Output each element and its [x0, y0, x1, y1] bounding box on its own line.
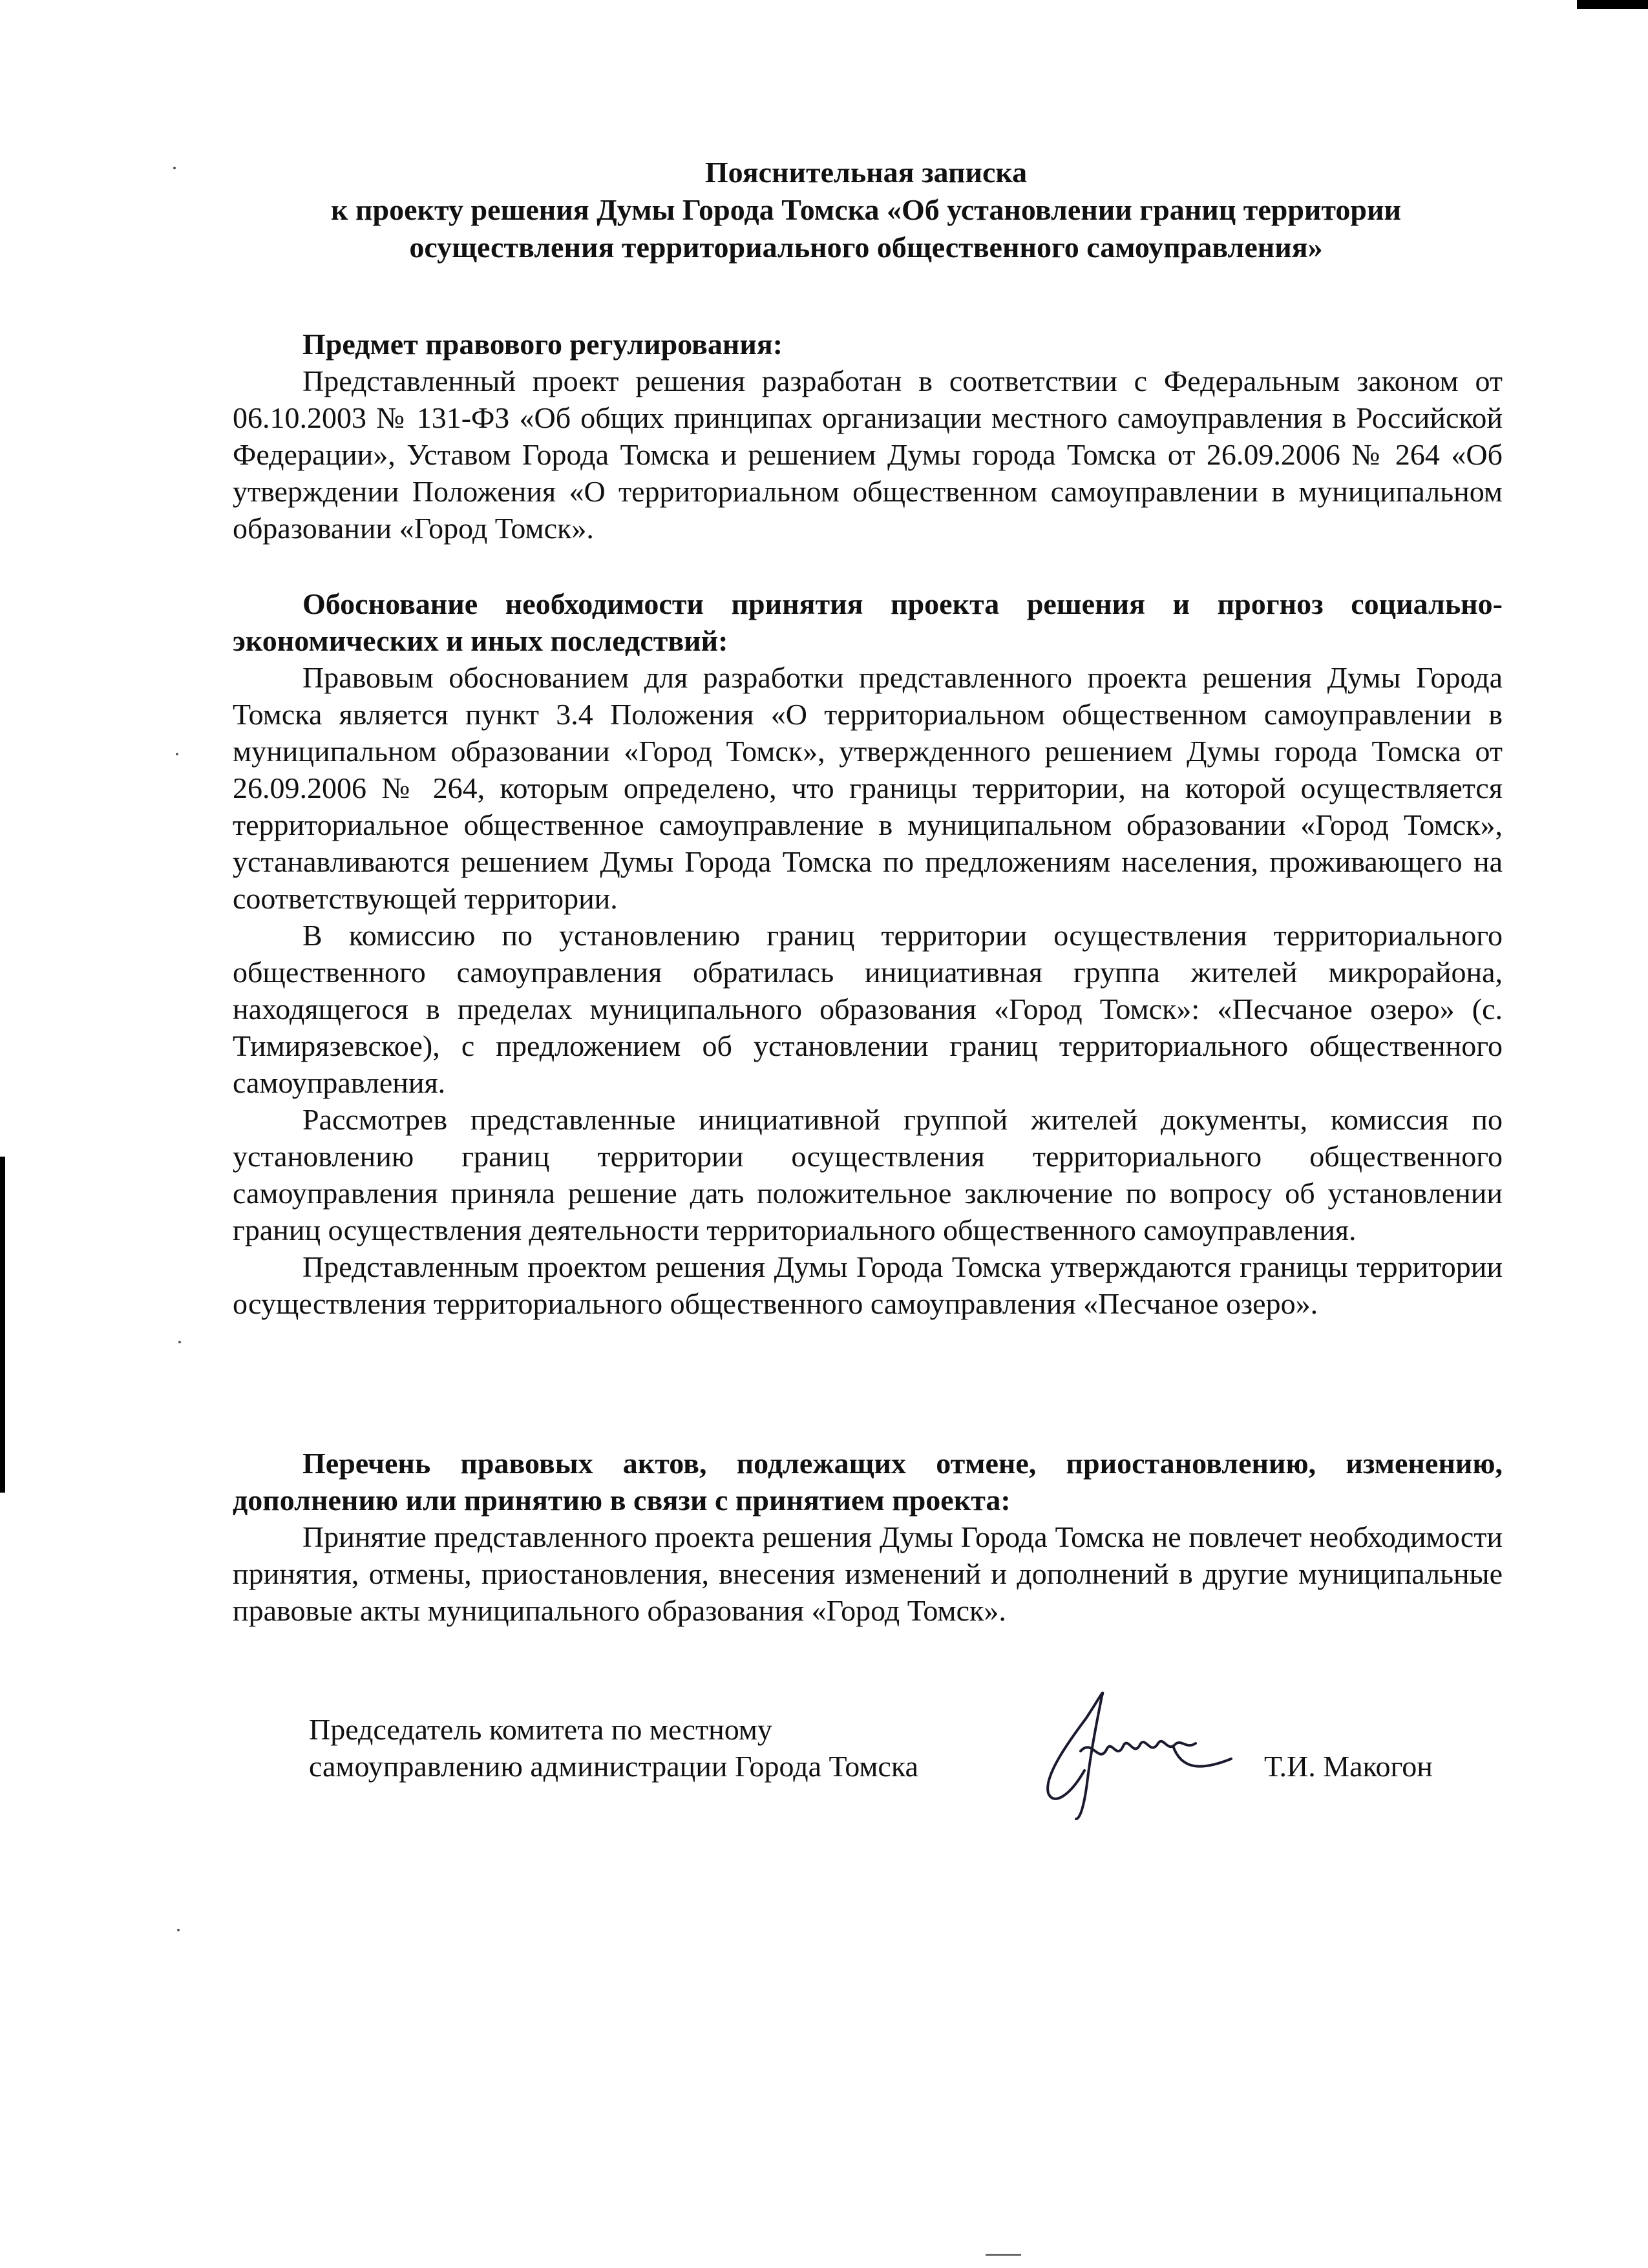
- heading-subtitle-line-2: осуществления территориального общественного самоуправления»: [409, 231, 1323, 264]
- signature-block: [309, 1711, 1537, 1827]
- section-title: Обоснование необходимости принятия проекта решения и прогноз социально-экономических и иных последствий:: [233, 587, 1503, 657]
- signatory-position-line-2: самоуправлению администрации Города Томска: [309, 1750, 918, 1783]
- section-legal-acts: [233, 1445, 1503, 1629]
- signatory-position: [309, 1711, 918, 1785]
- handwritten-signature: [1008, 1674, 1254, 1829]
- document-heading: [168, 154, 1564, 266]
- signatory-position-line-1: Председатель комитета по местному: [309, 1713, 772, 1746]
- signatory-name: Т.И. Макогон: [1264, 1750, 1433, 1783]
- heading-title: Пояснительная записка: [704, 156, 1028, 189]
- section-title: Перечень правовых актов, подлежащих отмене, приостановлению, изменению, дополнению или принятию в связи с принятием проекта:: [233, 1447, 1503, 1517]
- scan-mark-top-right: [1577, 0, 1648, 9]
- scan-mark-left-edge: [0, 1157, 5, 1493]
- section-title: Предмет правового регулирования:: [302, 328, 783, 361]
- paragraph: В комиссию по установлению границ территории осуществления территориального общественного самоуправления обратилась инициативная группа жителей микрорайона, находящегося в пределах муниципального образования «Город Томск»: «Песчаное озеро» (с. Тимирязевское), с предложением об установлении границ территориального общественного самоуправления.: [233, 919, 1503, 1099]
- punch-hole-mark: [178, 1341, 181, 1343]
- paragraph: Рассмотрев представленные инициативной группой жителей документы, комиссия по установлению границ территории осуществления территориального общественного самоуправления приняла решение дать положительное заключение по вопросу об установлении границ осуществления деятельности территориального общественного самоуправления.: [233, 1103, 1503, 1246]
- punch-hole-mark: [177, 1929, 180, 1931]
- heading-subtitle-line-1: к проекту решения Думы Города Томска «Об установлении границ территории: [331, 193, 1401, 226]
- section-subject: [233, 326, 1503, 547]
- paragraph: Принятие представленного проекта решения Думы Города Томска не повлечет необходимости принятия, отмены, приостановления, внесения изменений и дополнений в другие муниципальные правовые акты муниципального образования «Город Томск».: [233, 1520, 1503, 1627]
- punch-hole-mark: [176, 753, 178, 755]
- paragraph: Правовым обоснованием для разработки представленного проекта решения Думы Города Томска является пункт 3.4 Положения «О территориальном общественном самоуправлении в муниципальном образовании «Город Томск», утвержденного решением Думы города Томска от 26.09.2006 № 264, которым определено, что границы территории, на которой осуществляется территориальное общественное самоуправление в муниципальном образовании «Город Томск», устанавливаются решением Думы Города Томска по предложениям населения, проживающего на соответствующей территории.: [233, 661, 1503, 915]
- paragraph: Представленный проект решения разработан в соответствии с Федеральным законом от 06.10.2003 № 131-ФЗ «Об общих принципах организации местного самоуправления в Российской Федерации», Уставом Города Томска и решением Думы города Томска от 26.09.2006 № 264 «Об утверждении Положения «О территориальном общественном самоуправлении в муниципальном образовании «Город Томск».: [233, 364, 1503, 545]
- section-justification: [233, 585, 1503, 1322]
- scan-mark-bottom: [986, 2254, 1021, 2256]
- paragraph: Представленным проектом решения Думы Города Томска утверждаются границы территории осуществления территориального общественного самоуправления «Песчаное озеро».: [233, 1250, 1503, 1320]
